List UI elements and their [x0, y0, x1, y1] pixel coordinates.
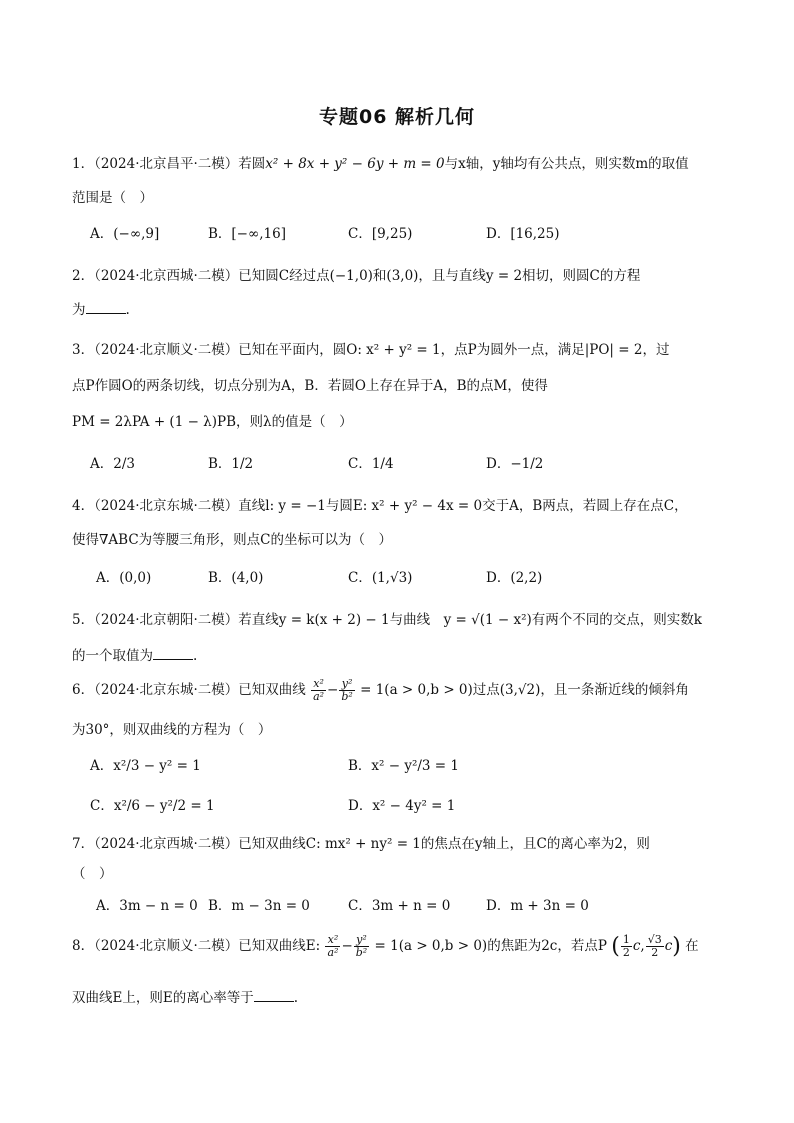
q8-stem-line1: 8．（2024·北京顺义·二模）已知双曲线E: $\frac{\text{x²}}{\text{a²}}$ − $\frac{\text{y²}}{\text{b²}}$ = 1(a > 0,b > 0)的焦距为2c，若点P ( $\frac{1}{2}$ c, $\frac{√3}{2}$ c) 在 [72, 933, 699, 959]
q3-option-a[interactable]: A．2/3 [90, 456, 135, 472]
q6-option-c[interactable]: C．x²/6 − y²/2 = 1 [90, 798, 215, 814]
q8-fraction-x: $\frac{\text{x²}}{\text{a²}}$ [327, 933, 339, 959]
q7-option-b[interactable]: B．m − 3n = 0 [208, 898, 310, 914]
q7-option-d[interactable]: D．m + 3n = 0 [486, 898, 589, 914]
q3-option-d[interactable]: D．−1/2 [486, 456, 544, 472]
q3-stem-line2: 点P作圆O的两条切线，切点分别为A，B．若圆O上存在异于A，B的点M，使得 [72, 378, 548, 394]
q1-option-a[interactable]: A．(−∞,9] [90, 226, 160, 242]
q1-option-d[interactable]: D．[16,25) [486, 226, 560, 242]
q5-stem-line1: 5．（2024·北京朝阳·二模）若直线y = k(x + 2) − 1与曲线 y = √(1 − x²)有两个不同的交点，则实数k [72, 612, 702, 628]
q4-option-b[interactable]: B．(4,0) [208, 570, 264, 586]
q6-stem-line2: 为30°，则双曲线的方程为（ ） [72, 722, 272, 738]
q3-stem-line3: PM = 2λPA + (1 − λ)PB，则λ的值是（ ） [72, 414, 353, 430]
q4-stem-line1: 4．（2024·北京东城·二模）直线l: y = −1与圆E: x² + y² − 4x = 0交于A，B两点，若圆上存在点C， [72, 498, 688, 514]
q4-option-a[interactable]: A．(0,0) [96, 570, 152, 586]
q4-option-c[interactable]: C．(1,√3) [348, 570, 413, 586]
q6-fraction-x: $\frac{\text{x²}}{\text{a²}}$ [313, 677, 325, 703]
q8-fraction-y: $\frac{\text{y²}}{\text{b²}}$ [355, 933, 368, 959]
q3-stem-line1: 3．（2024·北京顺义·二模）已知在平面内，圆O: x² + y² = 1，点P为圆外一点，满足|PO| = 2，过 [72, 342, 670, 358]
q8-stem-line2: 双曲线E上，则E的离心率等于 . [72, 990, 299, 1006]
q4-stem-line2: 使得∇ABC为等腰三角形，则点C的坐标可以为（ ） [72, 532, 393, 548]
q2-stem-line1: 2．（2024·北京西城·二模）已知圆C经过点(−1,0)和(3,0)，且与直线y = 2相切，则圆C的方程 [72, 268, 641, 284]
q1-stem-line2: 范围是（ ） [72, 190, 153, 206]
q1-stem-line1: 1．（2024·北京昌平·二模）若圆x² + 8x + y² − 6y + m = 0与x轴，y轴均有公共点，则实数m的取值 [72, 156, 689, 172]
q6-fraction-y: $\frac{\text{y²}}{\text{b²}}$ [341, 677, 353, 703]
q7-stem-line1: 7．（2024·北京西城·二模）已知双曲线C: mx² + ny² = 1的焦点在y轴上，且C的离心率为2，则 [72, 836, 650, 852]
q3-option-c[interactable]: C．1/4 [348, 456, 394, 472]
page-title: 专题06 解析几何 [318, 106, 476, 128]
q6-stem-line1: 6．（2024·北京东城·二模）已知双曲线 $\frac{\text{x²}}{\text{a²}}$ − $\frac{\text{y²}}{\text{b²}}$ = 1(a > 0,b > 0)过点(3,√2)，且一条渐近线的倾斜角 [72, 677, 689, 703]
q8-answer-blank[interactable] [254, 989, 294, 1002]
q1-option-c[interactable]: C．[9,25) [348, 226, 413, 242]
q6-option-d[interactable]: D．x² − 4y² = 1 [348, 798, 456, 814]
q7-option-c[interactable]: C．3m + n = 0 [348, 898, 451, 914]
q4-option-d[interactable]: D．(2,2) [486, 570, 543, 586]
q3-option-b[interactable]: B．1/2 [208, 456, 254, 472]
q2-stem-line2: 为 . [72, 302, 130, 318]
q5-answer-blank[interactable] [153, 647, 193, 660]
q7-stem-line2: （ ） [72, 866, 113, 882]
q1-option-b[interactable]: B．[−∞,16] [208, 226, 286, 242]
q6-option-b[interactable]: B．x² − y²/3 = 1 [348, 758, 459, 774]
q8-point-x: $\frac{1}{2}$ [622, 933, 630, 959]
q8-point-y: $\frac{√3}{2}$ [647, 933, 662, 959]
q6-option-a[interactable]: A．x²/3 − y² = 1 [90, 758, 201, 774]
q7-option-a[interactable]: A．3m − n = 0 [96, 898, 198, 914]
q2-answer-blank[interactable] [86, 301, 126, 314]
q5-stem-line2: 的一个取值为 . [72, 648, 198, 664]
